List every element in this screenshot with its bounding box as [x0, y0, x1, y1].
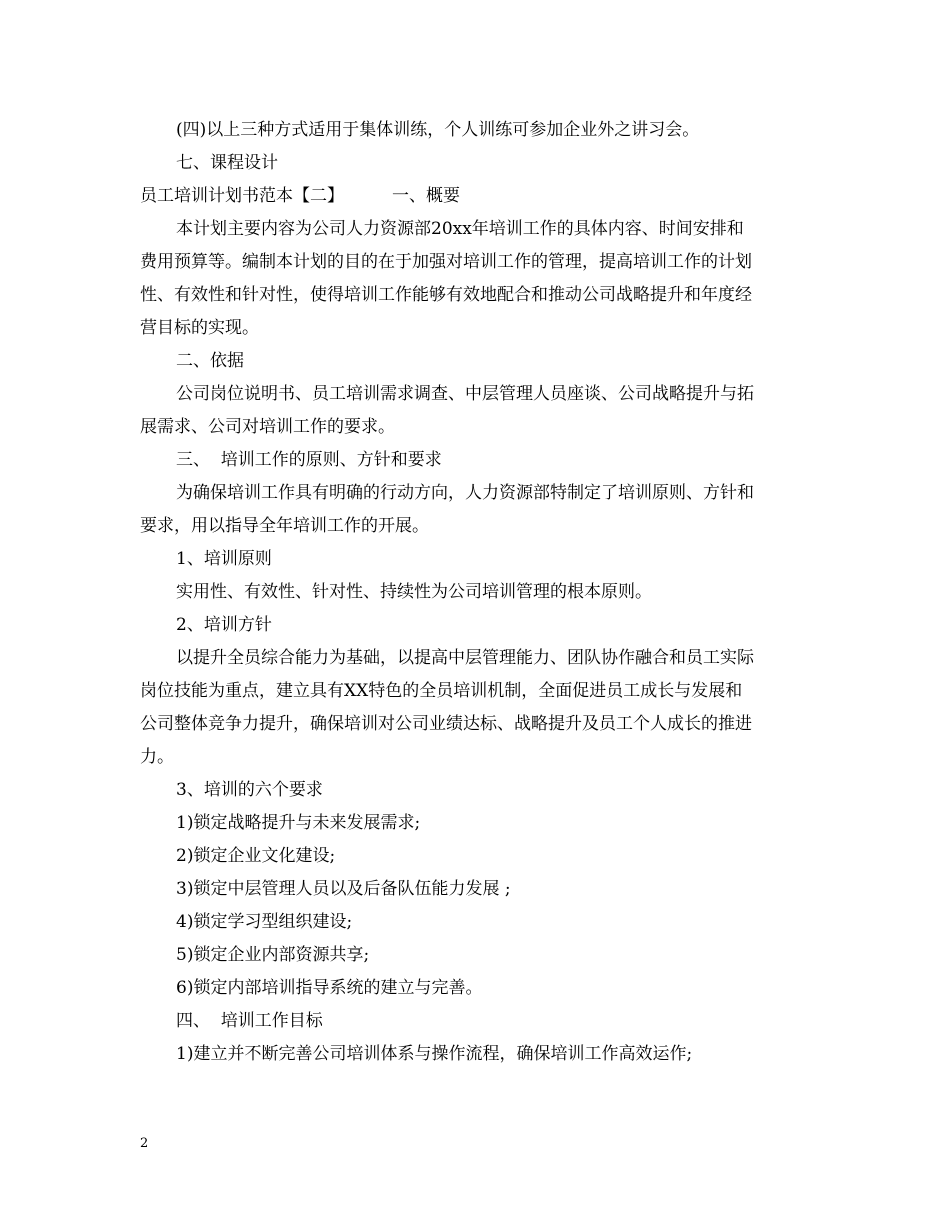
paragraph-line: 营目标的实现。 — [140, 318, 259, 338]
list-item: 1)锁定战略提升与未来发展需求; — [176, 813, 421, 833]
section-heading: 四、 培训工作目标 — [176, 1011, 323, 1031]
page-number: 2 — [140, 1136, 149, 1151]
paragraph-line: 性、有效性和针对性，使得培训工作能够有效地配合和推动公司战略提升和年度经 — [140, 285, 752, 305]
subsection-heading: 1、培训原则 — [176, 549, 272, 569]
list-item: 5)锁定企业内部资源共享; — [176, 945, 370, 965]
paragraph-line: 费用预算等。编制本计划的目的在于加强对培训工作的管理，提高培训工作的计划 — [140, 252, 752, 272]
list-item: 6)锁定内部培训指导系统的建立与完善。 — [176, 978, 483, 998]
list-item: 2)锁定企业文化建设; — [176, 846, 336, 866]
paragraph-line: 力。 — [140, 747, 174, 767]
document-heading-title: 员工培训计划书范本【二】 — [140, 186, 344, 206]
list-item: 3)锁定中层管理人员以及后备队伍能力发展 ; — [176, 879, 511, 899]
paragraph-line: 展需求、公司对培训工作的要求。 — [140, 417, 395, 437]
document-heading — [140, 180, 812, 213]
subsection-heading: 3、培训的六个要求 — [176, 780, 323, 800]
paragraph-line: 岗位技能为重点，建立具有XX特色的全员培训机制，全面促进员工成长与发展和 — [140, 681, 743, 701]
list-item: 4)锁定学习型组织建设; — [176, 912, 353, 932]
paragraph-line: 本计划主要内容为公司人力资源部20xx年培训工作的具体内容、时间安排和 — [176, 219, 744, 239]
document-heading-section: 一、概要 — [392, 186, 460, 206]
document-body — [140, 114, 812, 1071]
paragraph-line: 以提升全员综合能力为基础，以提高中层管理能力、团队协作融合和员工实际 — [176, 648, 754, 668]
paragraph-line: 公司整体竞争力提升，确保培训对公司业绩达标、战略提升及员工个人成长的推进 — [140, 714, 752, 734]
section-heading: 二、依据 — [176, 351, 244, 371]
paragraph-line: 为确保培训工作具有明确的行动方向，人力资源部特制定了培训原则、方针和 — [176, 483, 754, 503]
paragraph-line: 实用性、有效性、针对性、持续性为公司培训管理的根本原则。 — [176, 582, 652, 602]
list-item: 1)建立并不断完善公司培训体系与操作流程，确保培训工作高效运作; — [176, 1044, 693, 1064]
paragraph-line: (四)以上三种方式适用于集体训练，个人训练可参加企业外之讲习会。 — [176, 120, 700, 140]
paragraph-line: 要求，用以指导全年培训工作的开展。 — [140, 516, 429, 536]
paragraph-line: 公司岗位说明书、员工培训需求调查、中层管理人员座谈、公司战略提升与拓 — [176, 384, 754, 404]
section-heading: 三、 培训工作的原则、方针和要求 — [176, 450, 442, 470]
section-heading: 七、课程设计 — [176, 153, 278, 173]
subsection-heading: 2、培训方针 — [176, 615, 272, 635]
